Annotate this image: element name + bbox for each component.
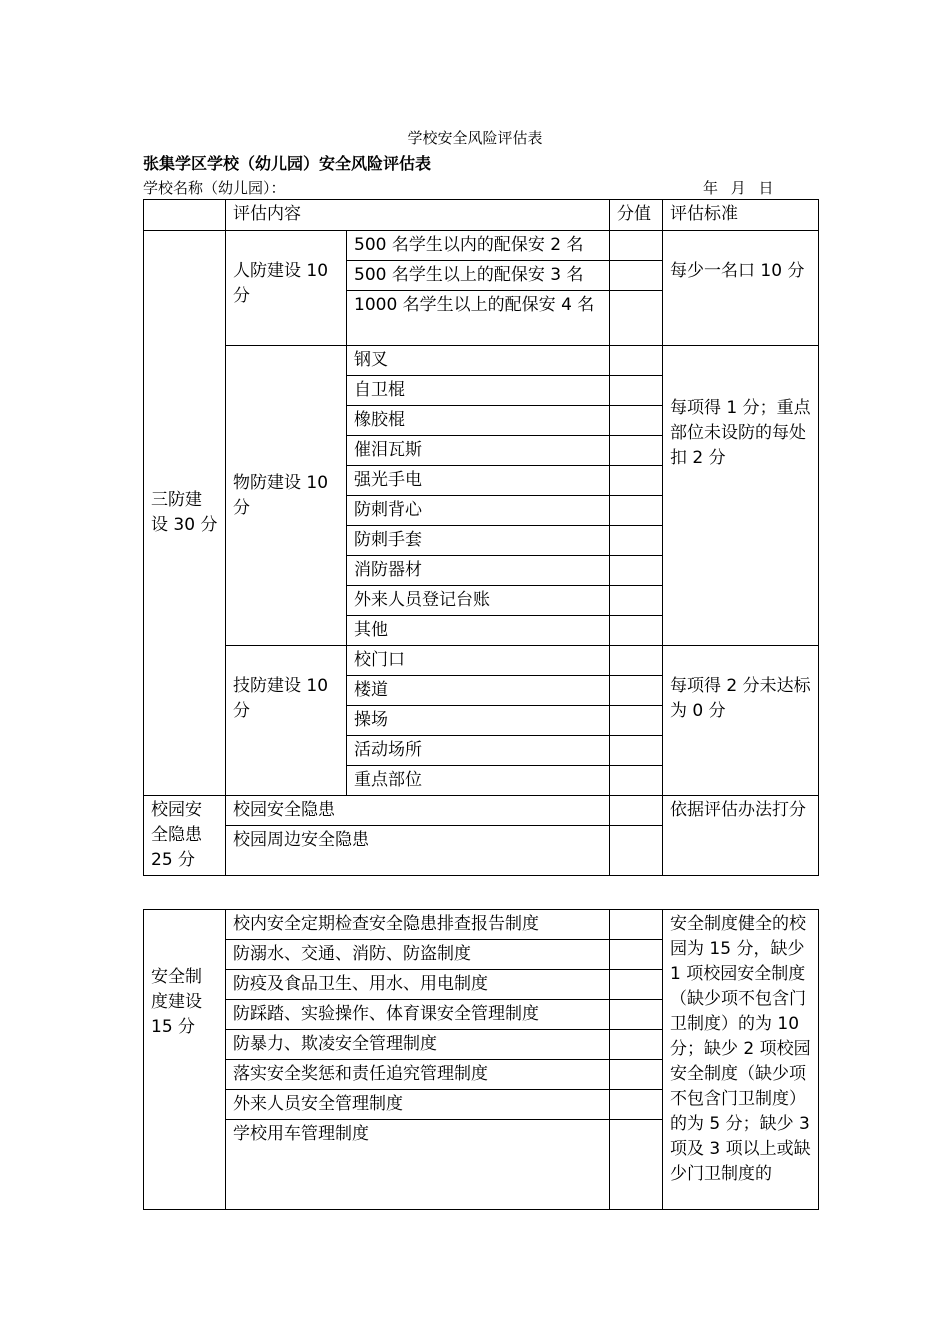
school-name-label: 学校名称（幼儿园）：	[143, 179, 286, 197]
score-cell[interactable]	[610, 646, 663, 676]
header-standard: 评估标准	[663, 200, 819, 231]
standard-zhidu: 安全制度健全的校园为 15 分，缺少 1 项校园安全制度（缺少项不包含门卫制度）的为 10 分；缺少 2 项校园安全制度（缺少项不包含门卫制度）的为 5 分；缺少 3 项及 3 项以上或缺少门卫制度的	[663, 910, 819, 1210]
item-cell: 催泪瓦斯	[347, 436, 610, 466]
item-cell: 强光手电	[347, 466, 610, 496]
score-cell[interactable]	[610, 970, 663, 1000]
category-sanfang: 三防建设 30 分	[144, 231, 226, 796]
score-cell[interactable]	[610, 796, 663, 826]
table-row	[144, 646, 819, 676]
item-cell: 校内安全定期检查安全隐患排查报告制度	[226, 910, 610, 940]
score-cell[interactable]	[610, 616, 663, 646]
subcategory-wufang: 物防建设 10 分	[226, 346, 347, 646]
score-cell[interactable]	[610, 940, 663, 970]
score-cell[interactable]	[610, 1030, 663, 1060]
date-label: 年 月 日	[703, 179, 774, 197]
standard-wufang: 每项得 1 分；重点部位未设防的每处扣 2 分	[663, 346, 819, 646]
item-cell: 消防器材	[347, 556, 610, 586]
item-cell: 防暴力、欺凌安全管理制度	[226, 1030, 610, 1060]
item-cell: 防刺手套	[347, 526, 610, 556]
item-cell: 橡胶棍	[347, 406, 610, 436]
score-cell[interactable]	[610, 1090, 663, 1120]
item-cell: 500 名学生以上的配保安 3 名	[347, 261, 610, 291]
item-cell: 落实安全奖惩和责任追究管理制度	[226, 1060, 610, 1090]
score-cell[interactable]	[610, 526, 663, 556]
header-content: 评估内容	[226, 200, 610, 231]
document-subtitle: 张集学区学校（幼儿园）安全风险评估表	[143, 154, 432, 173]
header-blank	[144, 200, 226, 231]
item-cell: 活动场所	[347, 736, 610, 766]
item-cell: 外来人员登记台账	[347, 586, 610, 616]
score-cell[interactable]	[610, 231, 663, 261]
score-cell[interactable]	[610, 291, 663, 346]
item-cell: 外来人员安全管理制度	[226, 1090, 610, 1120]
score-cell[interactable]	[610, 376, 663, 406]
category-zhidu: 安全制度建设 15 分	[144, 910, 226, 1210]
risk-table-part2	[143, 909, 819, 1210]
table-row	[144, 346, 819, 376]
standard-yinhuan: 依据评估办法打分	[663, 796, 819, 876]
score-cell[interactable]	[610, 676, 663, 706]
score-cell[interactable]	[610, 556, 663, 586]
item-cell: 学校用车管理制度	[226, 1120, 610, 1210]
score-cell[interactable]	[610, 261, 663, 291]
standard-jifang: 每项得 2 分未达标为 0 分	[663, 646, 819, 796]
subcategory-jifang: 技防建设 10 分	[226, 646, 347, 796]
score-cell[interactable]	[610, 910, 663, 940]
subcategory-renfang: 人防建设 10 分	[226, 231, 347, 346]
item-cell: 防刺背心	[347, 496, 610, 526]
risk-table-part1	[143, 199, 819, 876]
table-row	[144, 796, 819, 826]
item-cell: 防溺水、交通、消防、防盗制度	[226, 940, 610, 970]
category-yinhuan: 校园安全隐患 25 分	[144, 796, 226, 876]
item-cell: 操场	[347, 706, 610, 736]
item-cell: 500 名学生以内的配保安 2 名	[347, 231, 610, 261]
header-row	[144, 200, 819, 231]
item-cell: 校园安全隐患	[226, 796, 610, 826]
document-title: 学校安全风险评估表	[407, 129, 543, 147]
table-row	[144, 231, 819, 261]
score-cell[interactable]	[610, 586, 663, 616]
item-cell: 校园周边安全隐患	[226, 826, 610, 876]
item-cell: 钢叉	[347, 346, 610, 376]
score-cell[interactable]	[610, 706, 663, 736]
score-cell[interactable]	[610, 766, 663, 796]
item-cell: 防踩踏、实验操作、体育课安全管理制度	[226, 1000, 610, 1030]
item-cell: 其他	[347, 616, 610, 646]
item-cell: 楼道	[347, 676, 610, 706]
score-cell[interactable]	[610, 346, 663, 376]
item-cell: 防疫及食品卫生、用水、用电制度	[226, 970, 610, 1000]
score-cell[interactable]	[610, 406, 663, 436]
score-cell[interactable]	[610, 1120, 663, 1210]
item-cell: 自卫棍	[347, 376, 610, 406]
score-cell[interactable]	[610, 466, 663, 496]
score-cell[interactable]	[610, 826, 663, 876]
score-cell[interactable]	[610, 736, 663, 766]
standard-renfang: 每少一名口 10 分	[663, 231, 819, 346]
score-cell[interactable]	[610, 1000, 663, 1030]
school-name-line	[143, 177, 818, 198]
item-cell: 1000 名学生以上的配保安 4 名	[347, 291, 610, 346]
score-cell[interactable]	[610, 436, 663, 466]
score-cell[interactable]	[610, 1060, 663, 1090]
score-cell[interactable]	[610, 496, 663, 526]
table-row	[144, 910, 819, 940]
item-cell: 重点部位	[347, 766, 610, 796]
header-score: 分值	[610, 200, 663, 231]
item-cell: 校门口	[347, 646, 610, 676]
